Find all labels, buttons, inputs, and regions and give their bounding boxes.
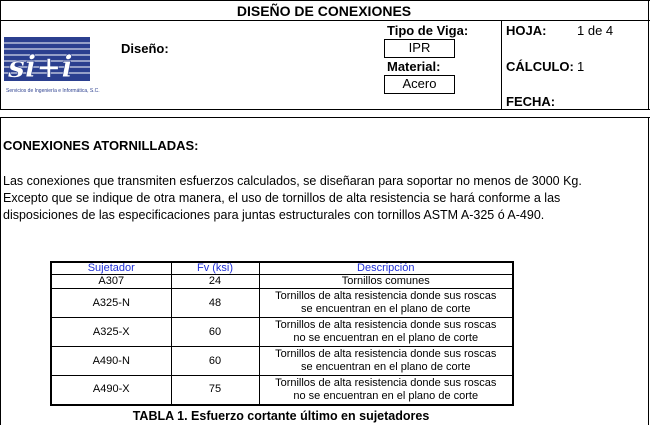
table-row — [51, 318, 513, 347]
desc-line-1: Tornillos de alta resistencia donde sus roscas — [275, 376, 497, 389]
material-label: Material: — [387, 59, 441, 74]
cell-descripcion — [259, 275, 513, 289]
cell-fv: 24 — [171, 275, 259, 289]
tipo-viga-field[interactable] — [384, 39, 455, 58]
col-header-fv: Fv (ksi) — [171, 262, 259, 275]
table-caption: TABLA 1. Esfuerzo cortante último en sujetadores — [132, 409, 430, 423]
right-border — [648, 0, 649, 109]
desc-line-2: no se encuentran en el plano de corte — [293, 332, 479, 344]
cell-descripcion — [259, 376, 513, 405]
cell-fv: 48 — [171, 289, 259, 318]
diseno-label: Diseño: — [121, 41, 169, 56]
cell-descripcion — [259, 347, 513, 376]
cell-descripcion — [259, 318, 513, 347]
hoja-value: 1 de 4 — [577, 23, 614, 38]
cell-descripcion — [259, 289, 513, 318]
cell-sujetador: A490-X — [51, 376, 171, 405]
table-row — [51, 289, 513, 318]
table-row — [51, 376, 513, 405]
cell-sujetador: A307 — [51, 275, 171, 289]
desc-line-1: Tornillos comunes — [341, 275, 430, 287]
cell-fv: 60 — [171, 347, 259, 376]
cell-sujetador: A325-N — [51, 289, 171, 318]
desc-line-1: Tornillos de alta resistencia donde sus roscas — [275, 319, 497, 331]
header-bottom-border — [0, 109, 650, 110]
tipo-viga-label: Tipo de Viga: — [387, 23, 469, 38]
cell-fv: 75 — [171, 376, 259, 405]
table-row — [51, 347, 513, 376]
body-right-border — [648, 117, 649, 425]
material-field[interactable] — [384, 75, 455, 94]
title-divider — [0, 20, 650, 21]
info-divider — [501, 20, 502, 109]
tipo-viga-value: IPR — [408, 40, 431, 55]
cell-sujetador: A325-X — [51, 318, 171, 347]
desc-line-2: se encuentran en el plano de corte — [301, 303, 471, 315]
top-border — [0, 0, 650, 1]
logo-text: si+i — [8, 50, 73, 85]
logo-subtitle: Servicios de Ingeniería e Informática, S.C. — [6, 88, 100, 94]
table-row — [51, 275, 513, 289]
section-title: CONEXIONES ATORNILLADAS: — [3, 138, 199, 153]
body-top-border — [0, 117, 650, 118]
paragraph-line-3: disposiciones de las especificaciones para juntas estructurales con tornillos ASTM A-325 ó A-490. — [3, 208, 545, 222]
col-header-sujetador: Sujetador — [51, 262, 171, 275]
page-title: DISEÑO DE CONEXIONES — [236, 3, 412, 19]
desc-line-2: no se encuentran en el plano de corte — [293, 389, 479, 402]
fastener-table — [50, 261, 514, 406]
desc-line-1: Tornillos de alta resistencia donde sus roscas — [275, 290, 497, 302]
body-left-border — [0, 117, 1, 425]
material-value: Acero — [402, 76, 437, 91]
desc-line-1: Tornillos de alta resistencia donde sus roscas — [275, 348, 497, 360]
calculo-value: 1 — [577, 59, 585, 74]
fecha-label: FECHA: — [506, 94, 556, 109]
desc-line-2: se encuentran en el plano de corte — [301, 361, 471, 373]
company-logo — [4, 33, 114, 99]
cell-sujetador: A490-N — [51, 347, 171, 376]
paragraph-line-2: Excepto que se indique de otra manera, el uso de tornillos de alta resistencia se hará conforme a las — [3, 191, 561, 205]
hoja-label: HOJA: — [506, 23, 547, 38]
calculo-label: CÁLCULO: — [506, 59, 574, 74]
cell-fv: 60 — [171, 318, 259, 347]
paragraph-line-1: Las conexiones que transmiten esfuerzos calculados, se diseñaran para soportar no menos de 3000 Kg. — [3, 174, 582, 188]
table-header-row — [51, 262, 513, 275]
col-header-descripcion: Descripción — [259, 262, 513, 275]
